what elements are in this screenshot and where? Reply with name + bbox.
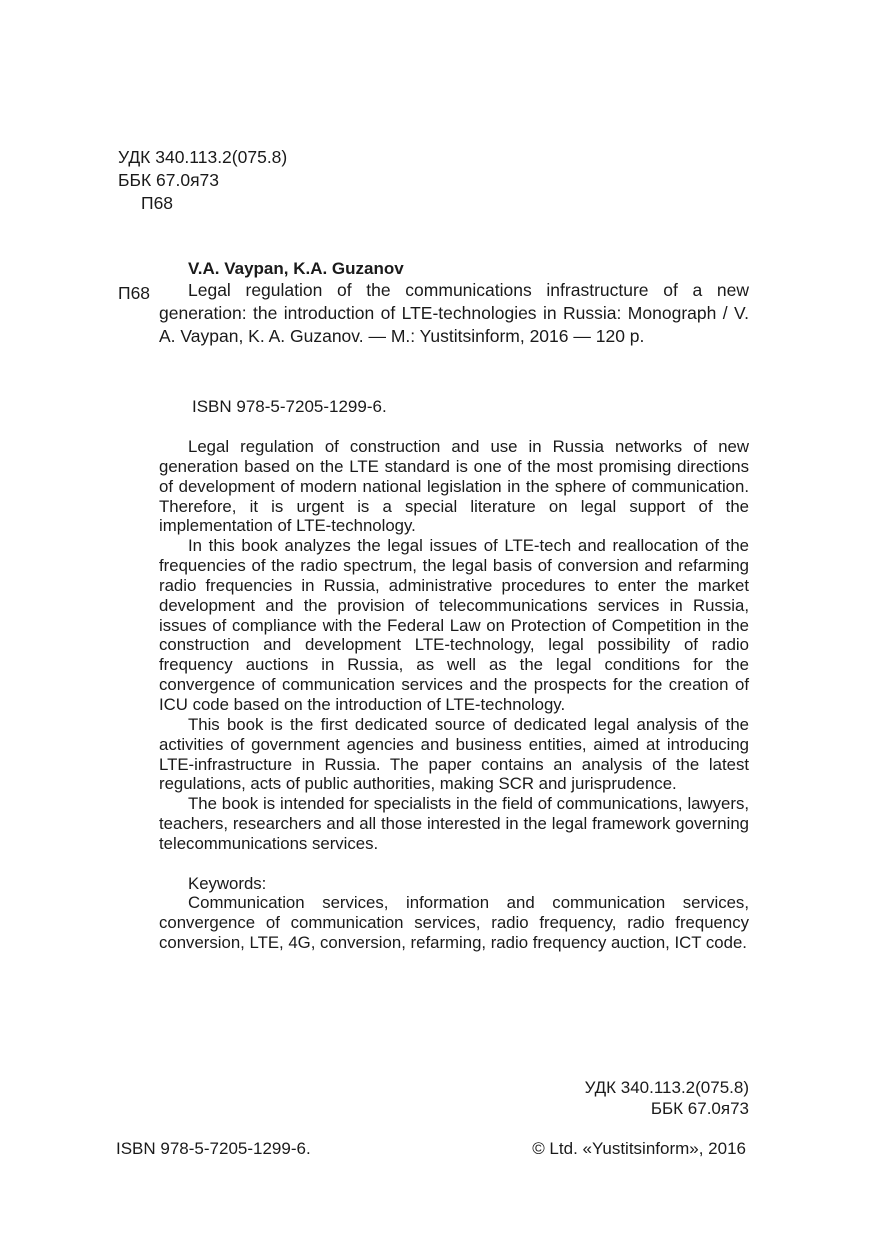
abstract-paragraph-1: Legal regulation of construction and use in Russia networks of new generation based on the LTE standard is one of the most promising directions of development of modern national legislation in the sphere of communication. Therefore, it is urgent is a special literature on legal support of the implementation of LTE-technology. — [159, 437, 749, 536]
bbk-code-top: ББК 67.0я73 — [118, 170, 220, 190]
abstract-paragraph-3: This book is the first dedicated source of dedicated legal analysis of the activities of government agencies and business entities, aimed at introducing LTE-infrastructure in Russia. The paper contains an analysis of the latest regulations, acts of public authorities, making SCR and jurisprudence. — [159, 714, 749, 794]
bbk-code-bottom: ББК 67.0я73 — [650, 1099, 749, 1118]
bibliographic-description: Legal regulation of the communications infrastructure of a new generation: the introduction of LTE-technologies in Russia: Monograph / V. A. Vaypan, K. A. Guzanov. — M.: Yustitsinform, 2016 — 120 p. — [159, 280, 749, 346]
isbn-footer: ISBN 978-5-7205-1299-6. — [116, 1139, 311, 1158]
isbn-main: ISBN 978-5-7205-1299-6. — [192, 397, 387, 416]
udk-code-bottom: УДК 340.113.2(075.8) — [584, 1078, 749, 1097]
udk-code-top: УДК 340.113.2(075.8) — [118, 147, 288, 167]
abstract-paragraph-4: The book is intended for specialists in the field of communications, lawyers, teachers, researchers and all those interested in the legal framework governing telecommunications services. — [159, 794, 749, 853]
keywords-text: Communication services, information and communication services, convergence of communication services, radio frequency, radio frequency conversion, LTE, 4G, conversion, refarming, radio frequency auction, ICT code. — [159, 893, 749, 953]
abstract-paragraph-2: In this book analyzes the legal issues of LTE-tech and reallocation of the frequencies of the radio spectrum, the legal basis of conversion and refarming radio frequencies in Russia, administrative procedures to enter the market development and the provision of telecommunications services in Russia, issues of compliance with the Federal Law on Protection of Competition in the construction and development LTE-technology, legal possibility of radio frequency auctions in Russia, as well as the legal conditions for the convergence of communication services and the prospects for the creation of ICU code based on the introduction of LTE-technology. — [159, 536, 749, 714]
copyright: © Ltd. «Yustitsinform», 2016 — [532, 1139, 746, 1158]
author-sign-code-side: П68 — [118, 283, 151, 303]
keywords-label: Keywords: — [188, 873, 267, 893]
authors: V.A. Vaypan, K.A. Guzanov — [188, 259, 404, 278]
abstract — [159, 437, 749, 953]
author-sign-code-top: П68 — [141, 193, 174, 213]
